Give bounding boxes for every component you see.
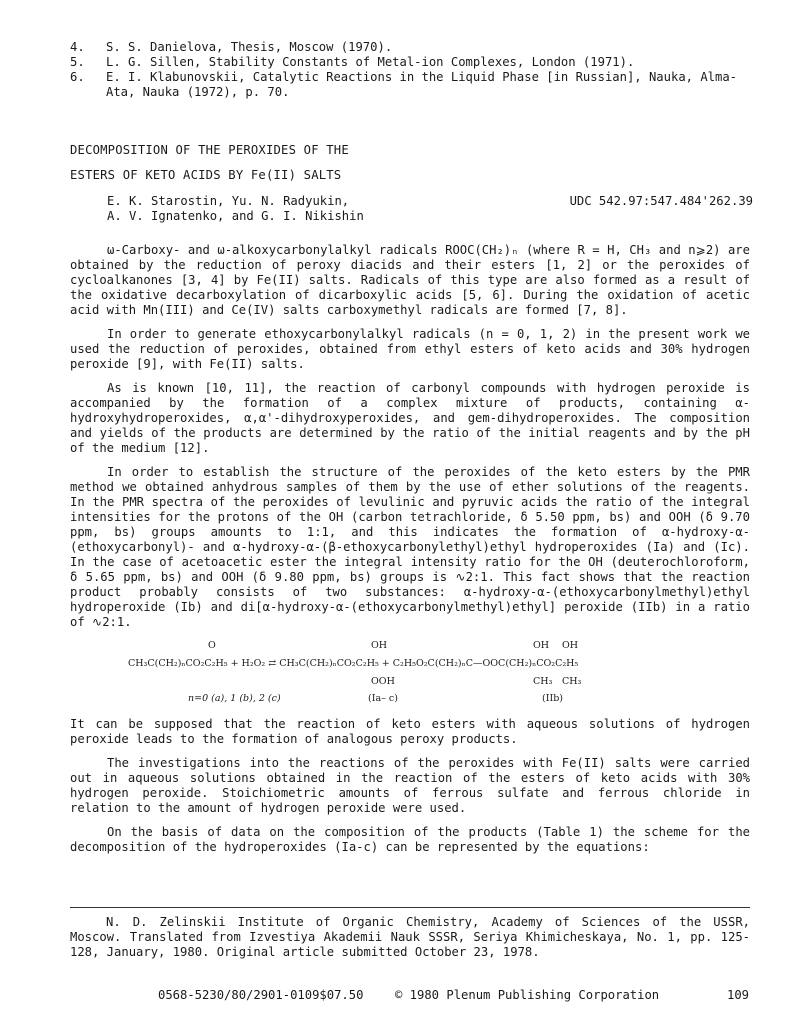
article-title (70, 143, 490, 193)
article-body-continued (70, 717, 750, 864)
affiliation-footnote (70, 915, 750, 969)
article-body (70, 243, 750, 639)
reference-item (70, 55, 750, 70)
paragraph: In order to generate ethoxycarbonylalkyl radicals (n = 0, 1, 2) in the present work we used the reduction of peroxides, obtained from ethyl esters of keto acids and 30% hydrogen peroxide [9], with Fe(II) salts. (70, 327, 750, 371)
paragraph: It can be supposed that the reaction of keto esters with aqueous solutions of hydrogen peroxide leads to the formation of analogous peroxy products. (70, 717, 750, 746)
reference-text: S. S. Danielova, Thesis, Moscow (1970). (106, 40, 393, 54)
copyright-notice: © 1980 Plenum Publishing Corporation (395, 988, 660, 1002)
reference-text: L. G. Sillen, Stability Constants of Metal-ion Complexes, London (1971). (106, 55, 635, 69)
eq-methyl-1: CH₃ (533, 676, 553, 687)
reference-item (70, 40, 750, 55)
footnote-text: N. D. Zelinskii Institute of Organic Chemistry, Academy of Sciences of the USSR, Moscow. Translated from Izvestiya Akademii Nauk SSSR, Seriya Khimicheskaya, No. 1, pp. 125-128, January, 1980. Original article submitted October 23, 1978. (70, 915, 750, 959)
paragraph: On the basis of data on the composition of the products (Table 1) the scheme for the decomposition of the hydroperoxides (Ia-c) can be represented by the equations: (70, 825, 750, 854)
footnote-divider (70, 907, 750, 908)
reference-item (70, 70, 750, 100)
reference-list (70, 40, 750, 100)
eq-hydroperoxy: OOH (371, 676, 395, 687)
author-list (107, 194, 467, 224)
eq-methyl-2: CH₃ (562, 676, 582, 687)
eq-hydroxyl-1: OH (371, 640, 388, 651)
paragraph: As is known [10, 11], the reaction of carbonyl compounds with hydrogen peroxide is accompanied by the formation of a complex mixture of products, containing α-hydroxyhydroperoxides, α,α'-dihydroxyperoxides, and gem-dihydroperoxides. The composition and yields of the products are determined by the ratio of the initial reagents and by the pH of the medium [12]. (70, 381, 750, 455)
author-line: E. K. Starostin, Yu. N. Radyukin, (107, 194, 350, 208)
title-line: DECOMPOSITION OF THE PEROXIDES OF THE (70, 143, 349, 157)
title-line: ESTERS OF KETO ACIDS BY Fe(II) SALTS (70, 168, 342, 182)
paragraph: The investigations into the reactions of the peroxides with Fe(II) salts were carried out in aqueous solutions obtained in the reaction of the esters of keto acids with 30% hydrogen peroxide. Stoichiometric amounts of ferrous sulfate and ferrous chloride in relation to the amount of hydrogen peroxide were used. (70, 756, 750, 815)
reference-number: 6. (70, 70, 85, 84)
author-line: A. V. Ignatenko, and G. I. Nikishin (107, 209, 364, 223)
udc-code: UDC 542.97:547.484'262.39 (569, 194, 753, 208)
reference-text: E. I. Klabunovskii, Catalytic Reactions in the Liquid Phase [in Russian], Nauka, Alma-Ata, Nauka (1972), p. 70. (106, 70, 738, 99)
paragraph: ω-Carboxy- and ω-alkoxycarbonylalkyl radicals ROOC(CH₂)ₙ (where R = H, CH₃ and n⩾2) are obtained by the reduction of peroxy diacids and their esters [1, 2] or the peroxides of cycloalkanones [3, 4] by Fe(II) salts. Radicals of this type are also formed as a result of the oxidative decarboxylation of dicarboxylic acids [5, 6]. During the oxidation of acetic acid with Mn(III) and Ce(IV) salts carboxymethyl radicals are formed [7, 8]. (70, 243, 750, 317)
eq-main-line: CH₃C(CH₂)ₙCO₂C₂H₅ + H₂O₂ ⇄ CH₃C(CH₂)ₙCO₂C₂H₅ + C₂H₅O₂C(CH₂)ₙC—OOC(CH₂)ₙCO₂C₂H₅ (128, 658, 579, 669)
eq-hydroxyl-2: OH (533, 640, 550, 651)
reaction-equation (128, 640, 728, 710)
reference-number: 5. (70, 55, 85, 69)
eq-label-iib: (IIb) (542, 693, 563, 704)
eq-label-ia-c: (Ia– c) (368, 693, 398, 704)
page-number: 109 (727, 988, 750, 1002)
eq-n-values: n=0 (a), 1 (b), 2 (c) (188, 693, 281, 704)
reference-number: 4. (70, 40, 85, 54)
article-code: 0568-5230/80/2901-0109$07.50 (158, 988, 364, 1002)
paragraph: In order to establish the structure of the peroxides of the keto esters by the PMR method we obtained anhydrous samples of them by the use of ether solutions of the reagents. In the PMR spectra of the peroxides of levulinic and pyruvic acids the ratio of the integral intensities for the protons of the OH (carbon tetrachloride, δ 5.50 ppm, bs) and OOH (δ 9.70 ppm, bs) groups amounts to 1:1, and this indicates the formation of α-hydroxy-α-(ethoxycarbonyl)- and α-hydroxy-α-(β-ethoxycarbonylethyl)ethyl hydroperoxides (Ia) and (Ic). In the case of acetoacetic ester the integral intensity ratio for the OH (deuterochloroform, δ 5.65 ppm, bs) and OOH (δ 9.80 ppm, bs) groups is ∿2:1. This fact shows that the reaction product probably consists of two substances: α-hydroxy-α-(ethoxycarbonylmethyl)ethyl hydroperoxide (Ib) and di[α-hydroxy-α-(ethoxycarbonylmethyl)ethyl] peroxide (IIb) in a ratio of ∿2:1. (70, 465, 750, 629)
eq-hydroxyl-3: OH (562, 640, 579, 651)
eq-carbonyl-oxygen: O (208, 640, 216, 651)
